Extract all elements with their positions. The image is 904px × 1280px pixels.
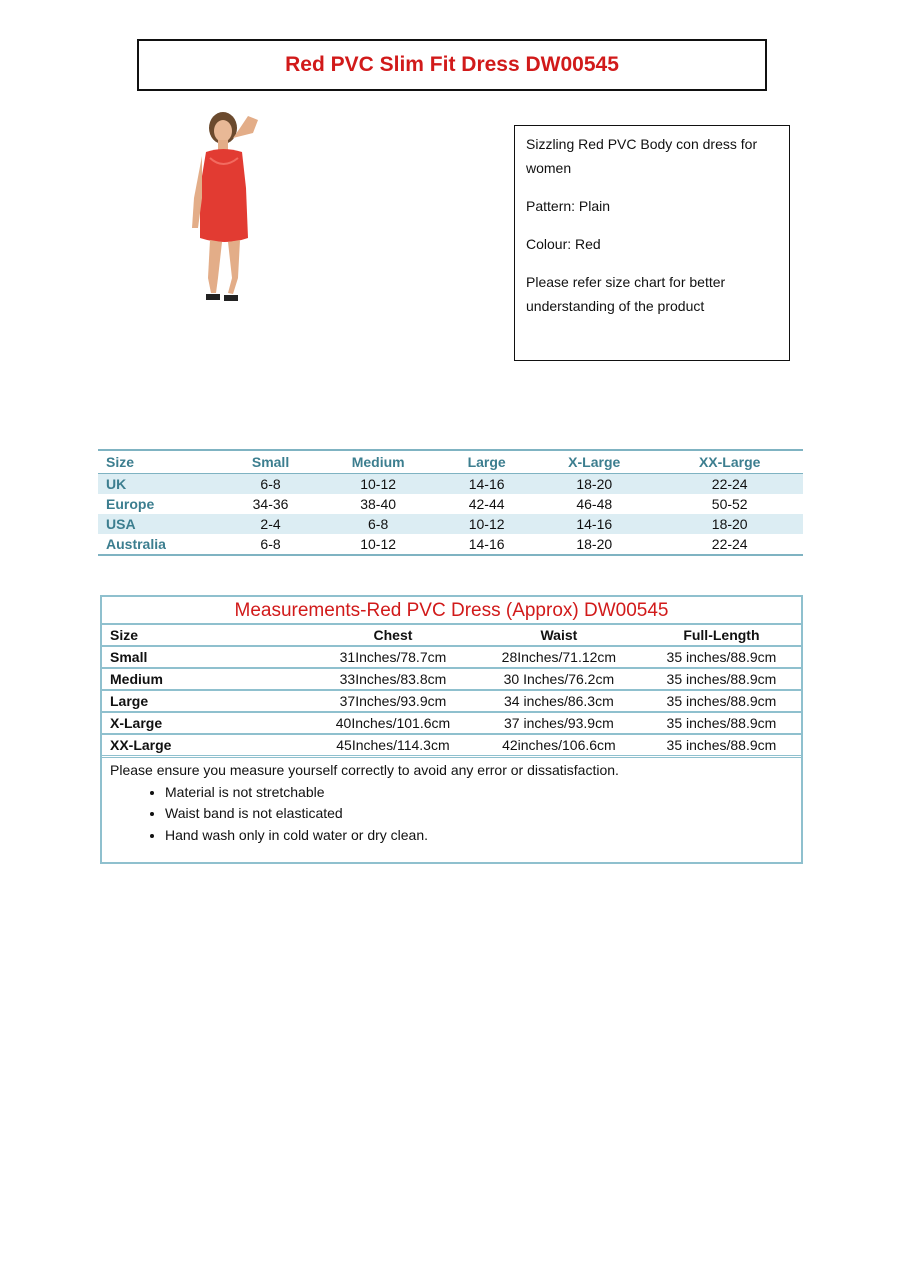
description-note: Please refer size chart for better understanding of the product	[526, 274, 726, 314]
table-cell: USA	[98, 514, 226, 534]
table-cell: 14-16	[468, 536, 505, 552]
table-cell: 18-20	[576, 536, 613, 552]
table-cell: 42inches/106.6cm	[476, 734, 642, 757]
size-header-cell: Small	[226, 450, 315, 474]
description-pattern: Pattern: Plain	[526, 198, 611, 214]
table-row	[98, 514, 803, 534]
table-cell: 40Inches/101.6cm	[310, 712, 476, 734]
list-item: • Waist band is not elasticated	[165, 803, 793, 825]
table-cell: Europe	[106, 496, 155, 512]
care-list	[110, 782, 793, 847]
size-table-header-row	[98, 450, 803, 474]
table-row	[102, 712, 801, 734]
table-cell: 14-16	[441, 474, 532, 495]
measurement-notes	[102, 758, 801, 848]
table-row	[98, 534, 803, 555]
measurements-table	[102, 625, 801, 758]
table-cell: 30 Inches/76.2cm	[476, 668, 642, 690]
title-box	[137, 39, 767, 91]
product-photo	[178, 108, 288, 313]
measurements-title: Measurements-Red PVC Dress (Approx) DW00545	[102, 597, 801, 625]
table-cell: 22-24	[711, 536, 748, 552]
table-cell: XX-Large	[102, 734, 310, 757]
table-cell: 35 inches/88.9cm	[642, 712, 801, 734]
size-header-cell: XX-Large	[656, 450, 803, 474]
table-cell: 10-12	[315, 474, 441, 495]
list-item: • Material is not stretchable	[165, 782, 793, 804]
table-cell: 35 inches/88.9cm	[642, 690, 801, 712]
table-cell: Large	[102, 690, 310, 712]
measurements-header-cell: Waist	[476, 625, 642, 646]
table-cell: 18-20	[656, 514, 803, 534]
table-cell: 14-16	[532, 514, 656, 534]
table-cell: 10-12	[360, 536, 397, 552]
table-row	[102, 668, 801, 690]
measurement-notice: Please ensure you measure yourself correctly to avoid any error or dissatisfaction.	[110, 762, 619, 778]
face	[214, 120, 232, 142]
table-cell: 6-8	[226, 474, 315, 495]
measurements-header-cell: Chest	[310, 625, 476, 646]
size-header-cell: Size	[98, 450, 226, 474]
table-cell: 45Inches/114.3cm	[310, 734, 476, 757]
size-header-cell: Large	[441, 450, 532, 474]
right-shoe	[224, 295, 238, 301]
table-cell: 34-36	[252, 496, 289, 512]
description-box	[514, 125, 790, 361]
red-dress	[200, 149, 248, 242]
size-header-cell: X-Large	[532, 450, 656, 474]
table-cell: 42-44	[468, 496, 505, 512]
table-cell: Australia	[106, 536, 166, 552]
table-cell: 35 inches/88.9cm	[642, 734, 801, 757]
table-cell: 2-4	[226, 514, 315, 534]
table-cell: 10-12	[441, 514, 532, 534]
description-line: Sizzling Red PVC Body con dress for women	[526, 136, 758, 176]
measurements-header-cell: Size	[102, 625, 310, 646]
table-cell: 38-40	[360, 496, 397, 512]
table-row	[98, 474, 803, 495]
page-title: Red PVC Slim Fit Dress DW00545	[285, 53, 619, 76]
table-cell: 28Inches/71.12cm	[476, 646, 642, 668]
table-cell: 34 inches/86.3cm	[476, 690, 642, 712]
table-row	[98, 494, 803, 514]
size-conversion-table	[98, 449, 803, 556]
description-colour: Colour: Red	[526, 236, 601, 252]
measurements-header-row	[102, 625, 801, 646]
table-row	[102, 734, 801, 757]
neck	[218, 140, 228, 150]
table-cell: Small	[102, 646, 310, 668]
table-cell: 6-8	[315, 514, 441, 534]
table-cell: 37Inches/93.9cm	[310, 690, 476, 712]
table-row	[102, 690, 801, 712]
list-item: • Hand wash only in cold water or dry clean.	[165, 825, 793, 847]
table-cell: 50-52	[711, 496, 748, 512]
measurements-box	[100, 595, 803, 864]
table-cell: 35 inches/88.9cm	[642, 646, 801, 668]
table-cell: 22-24	[656, 474, 803, 495]
table-cell: 18-20	[532, 474, 656, 495]
table-row	[102, 646, 801, 668]
table-cell: 35 inches/88.9cm	[642, 668, 801, 690]
table-cell: 46-48	[576, 496, 613, 512]
table-cell: 37 inches/93.9cm	[476, 712, 642, 734]
left-shoe	[206, 294, 220, 300]
table-cell: UK	[98, 474, 226, 495]
table-cell: Medium	[102, 668, 310, 690]
size-header-cell: Medium	[315, 450, 441, 474]
table-cell: X-Large	[102, 712, 310, 734]
measurements-header-cell: Full-Length	[642, 625, 801, 646]
table-cell: 6-8	[260, 536, 281, 552]
table-cell: 31Inches/78.7cm	[310, 646, 476, 668]
table-cell: 33Inches/83.8cm	[310, 668, 476, 690]
